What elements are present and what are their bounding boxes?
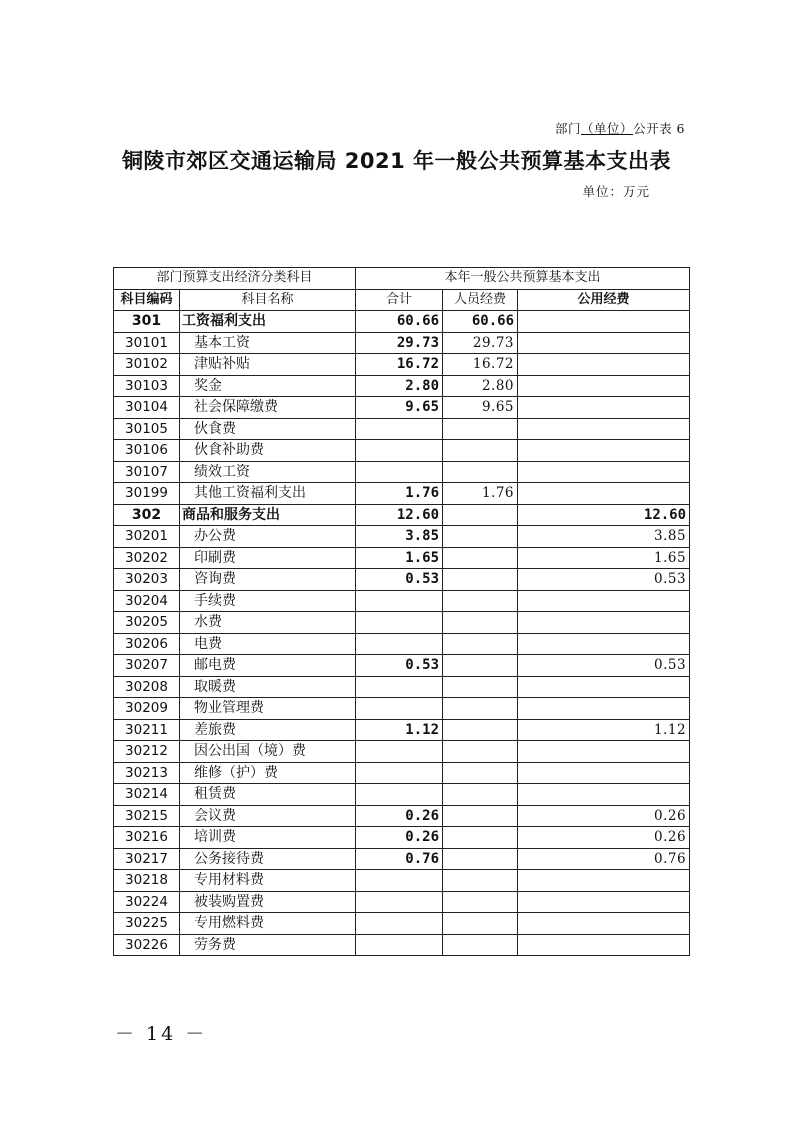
column-header-personnel: 人员经费 <box>443 289 518 311</box>
cell-public <box>518 741 690 763</box>
cell-total <box>356 762 443 784</box>
cell-name: 津贴补贴 <box>180 354 356 376</box>
table-row <box>114 504 690 526</box>
table-row <box>114 741 690 763</box>
column-header-total: 合计 <box>356 289 443 311</box>
cell-code: 30211 <box>114 719 180 741</box>
cell-total: 9.65 <box>356 397 443 419</box>
cell-total: 0.53 <box>356 569 443 591</box>
group-header-expenditure: 本年一般公共预算基本支出 <box>356 268 690 290</box>
column-header-name: 科目名称 <box>180 289 356 311</box>
cell-name: 会议费 <box>180 805 356 827</box>
cell-code: 30101 <box>114 332 180 354</box>
table-row <box>114 375 690 397</box>
cell-code: 30214 <box>114 784 180 806</box>
table-row <box>114 719 690 741</box>
cell-code: 30224 <box>114 891 180 913</box>
form-label-unit: （单位） <box>581 121 634 136</box>
form-label-prefix: 部门 <box>555 121 582 136</box>
cell-public <box>518 612 690 634</box>
cell-name: 因公出国（境）费 <box>180 741 356 763</box>
cell-personnel <box>443 913 518 935</box>
cell-total: 1.76 <box>356 483 443 505</box>
cell-total: 0.76 <box>356 848 443 870</box>
cell-public <box>518 461 690 483</box>
cell-code: 30107 <box>114 461 180 483</box>
cell-name: 伙食补助费 <box>180 440 356 462</box>
budget-table <box>113 267 690 956</box>
cell-code: 30207 <box>114 655 180 677</box>
cell-code: 30206 <box>114 633 180 655</box>
cell-total: 0.26 <box>356 805 443 827</box>
cell-personnel <box>443 698 518 720</box>
cell-name: 绩效工资 <box>180 461 356 483</box>
table-row <box>114 461 690 483</box>
cell-code: 30105 <box>114 418 180 440</box>
cell-public <box>518 397 690 419</box>
cell-total <box>356 913 443 935</box>
group-header-row <box>114 268 690 290</box>
cell-name: 维修（护）费 <box>180 762 356 784</box>
cell-personnel <box>443 590 518 612</box>
cell-name: 差旅费 <box>180 719 356 741</box>
cell-public: 1.12 <box>518 719 690 741</box>
cell-code: 30205 <box>114 612 180 634</box>
cell-public: 12.60 <box>518 504 690 526</box>
table-row <box>114 784 690 806</box>
cell-personnel <box>443 934 518 956</box>
group-header-classification: 部门预算支出经济分类科目 <box>114 268 356 290</box>
cell-public <box>518 913 690 935</box>
cell-total <box>356 741 443 763</box>
cell-total <box>356 891 443 913</box>
cell-code: 30102 <box>114 354 180 376</box>
cell-name: 办公费 <box>180 526 356 548</box>
page-title: 铜陵市郊区交通运输局 2021 年一般公共预算基本支出表 <box>121 149 672 173</box>
cell-name: 手续费 <box>180 590 356 612</box>
cell-code: 30215 <box>114 805 180 827</box>
table-row <box>114 332 690 354</box>
cell-total <box>356 590 443 612</box>
cell-code: 30208 <box>114 676 180 698</box>
cell-personnel: 2.80 <box>443 375 518 397</box>
cell-name: 专用材料费 <box>180 870 356 892</box>
cell-personnel <box>443 676 518 698</box>
column-header-public: 公用经费 <box>518 289 690 311</box>
cell-name: 培训费 <box>180 827 356 849</box>
cell-total: 0.53 <box>356 655 443 677</box>
table-row <box>114 676 690 698</box>
cell-personnel: 60.66 <box>443 311 518 333</box>
cell-name: 工资福利支出 <box>180 311 356 333</box>
cell-name: 水费 <box>180 612 356 634</box>
cell-name: 伙食费 <box>180 418 356 440</box>
cell-name: 基本工资 <box>180 332 356 354</box>
column-header-code: 科目编码 <box>114 289 180 311</box>
column-header-row <box>114 289 690 311</box>
cell-code: 30103 <box>114 375 180 397</box>
cell-total <box>356 934 443 956</box>
cell-personnel <box>443 741 518 763</box>
cell-public <box>518 354 690 376</box>
cell-total: 29.73 <box>356 332 443 354</box>
table-row <box>114 655 690 677</box>
cell-personnel: 1.76 <box>443 483 518 505</box>
cell-code: 30202 <box>114 547 180 569</box>
cell-personnel <box>443 870 518 892</box>
cell-code: 302 <box>114 504 180 526</box>
cell-public: 0.53 <box>518 655 690 677</box>
cell-personnel <box>443 526 518 548</box>
cell-total: 1.65 <box>356 547 443 569</box>
cell-public <box>518 440 690 462</box>
cell-total: 12.60 <box>356 504 443 526</box>
cell-personnel <box>443 461 518 483</box>
cell-name: 其他工资福利支出 <box>180 483 356 505</box>
cell-code: 30204 <box>114 590 180 612</box>
table-row <box>114 891 690 913</box>
cell-name: 劳务费 <box>180 934 356 956</box>
table-row <box>114 805 690 827</box>
table-row <box>114 762 690 784</box>
page-number: － 14 － <box>115 1023 208 1045</box>
cell-code: 30218 <box>114 870 180 892</box>
cell-code: 30226 <box>114 934 180 956</box>
cell-name: 电费 <box>180 633 356 655</box>
table-row <box>114 698 690 720</box>
cell-public <box>518 934 690 956</box>
table-row <box>114 526 690 548</box>
cell-name: 社会保障缴费 <box>180 397 356 419</box>
cell-personnel <box>443 633 518 655</box>
cell-personnel <box>443 440 518 462</box>
table-row <box>114 590 690 612</box>
table-row <box>114 418 690 440</box>
cell-name: 专用燃料费 <box>180 913 356 935</box>
cell-code: 30212 <box>114 741 180 763</box>
form-label <box>555 119 685 137</box>
cell-name: 商品和服务支出 <box>180 504 356 526</box>
cell-total <box>356 612 443 634</box>
cell-code: 30213 <box>114 762 180 784</box>
cell-code: 301 <box>114 311 180 333</box>
cell-public: 0.76 <box>518 848 690 870</box>
cell-personnel <box>443 719 518 741</box>
cell-name: 取暖费 <box>180 676 356 698</box>
cell-public <box>518 676 690 698</box>
cell-name: 咨询费 <box>180 569 356 591</box>
cell-total: 3.85 <box>356 526 443 548</box>
cell-personnel <box>443 827 518 849</box>
cell-total: 1.12 <box>356 719 443 741</box>
cell-code: 30201 <box>114 526 180 548</box>
cell-total <box>356 418 443 440</box>
cell-code: 30216 <box>114 827 180 849</box>
cell-total <box>356 440 443 462</box>
cell-code: 30203 <box>114 569 180 591</box>
cell-code: 30217 <box>114 848 180 870</box>
cell-public <box>518 784 690 806</box>
cell-total <box>356 633 443 655</box>
cell-public <box>518 418 690 440</box>
cell-name: 租赁费 <box>180 784 356 806</box>
cell-personnel: 29.73 <box>443 332 518 354</box>
cell-public <box>518 375 690 397</box>
cell-public <box>518 762 690 784</box>
table-row <box>114 612 690 634</box>
cell-personnel: 16.72 <box>443 354 518 376</box>
cell-personnel: 9.65 <box>443 397 518 419</box>
cell-name: 公务接待费 <box>180 848 356 870</box>
table-row <box>114 870 690 892</box>
cell-public <box>518 590 690 612</box>
cell-total <box>356 870 443 892</box>
table-row <box>114 483 690 505</box>
table-row <box>114 354 690 376</box>
cell-personnel <box>443 784 518 806</box>
cell-personnel <box>443 805 518 827</box>
cell-name: 印刷费 <box>180 547 356 569</box>
cell-public: 0.26 <box>518 805 690 827</box>
cell-public: 1.65 <box>518 547 690 569</box>
cell-total: 2.80 <box>356 375 443 397</box>
table-row <box>114 848 690 870</box>
cell-personnel <box>443 547 518 569</box>
cell-personnel <box>443 569 518 591</box>
cell-total <box>356 698 443 720</box>
cell-code: 30106 <box>114 440 180 462</box>
cell-total <box>356 461 443 483</box>
cell-personnel <box>443 504 518 526</box>
cell-total: 16.72 <box>356 354 443 376</box>
table-row <box>114 934 690 956</box>
cell-name: 邮电费 <box>180 655 356 677</box>
cell-public: 0.26 <box>518 827 690 849</box>
cell-code: 30209 <box>114 698 180 720</box>
table-row <box>114 440 690 462</box>
cell-public <box>518 870 690 892</box>
table-body <box>114 311 690 956</box>
cell-code: 30104 <box>114 397 180 419</box>
cell-public <box>518 332 690 354</box>
cell-personnel <box>443 655 518 677</box>
cell-total: 0.26 <box>356 827 443 849</box>
table-row <box>114 569 690 591</box>
cell-name: 奖金 <box>180 375 356 397</box>
cell-personnel <box>443 762 518 784</box>
cell-personnel <box>443 612 518 634</box>
cell-total <box>356 784 443 806</box>
cell-public <box>518 698 690 720</box>
table-row <box>114 547 690 569</box>
cell-total <box>356 676 443 698</box>
cell-public: 3.85 <box>518 526 690 548</box>
cell-public: 0.53 <box>518 569 690 591</box>
cell-public <box>518 633 690 655</box>
cell-code: 30199 <box>114 483 180 505</box>
unit-label: 单位：万元 <box>582 184 650 199</box>
cell-public <box>518 483 690 505</box>
cell-total: 60.66 <box>356 311 443 333</box>
form-label-suffix: 公开表 6 <box>633 121 685 136</box>
cell-personnel <box>443 891 518 913</box>
cell-code: 30225 <box>114 913 180 935</box>
cell-public <box>518 891 690 913</box>
table-row <box>114 633 690 655</box>
cell-personnel <box>443 848 518 870</box>
cell-name: 被装购置费 <box>180 891 356 913</box>
table-row <box>114 913 690 935</box>
cell-public <box>518 311 690 333</box>
table-row <box>114 827 690 849</box>
cell-personnel <box>443 418 518 440</box>
table-row <box>114 397 690 419</box>
cell-name: 物业管理费 <box>180 698 356 720</box>
table-row <box>114 311 690 333</box>
